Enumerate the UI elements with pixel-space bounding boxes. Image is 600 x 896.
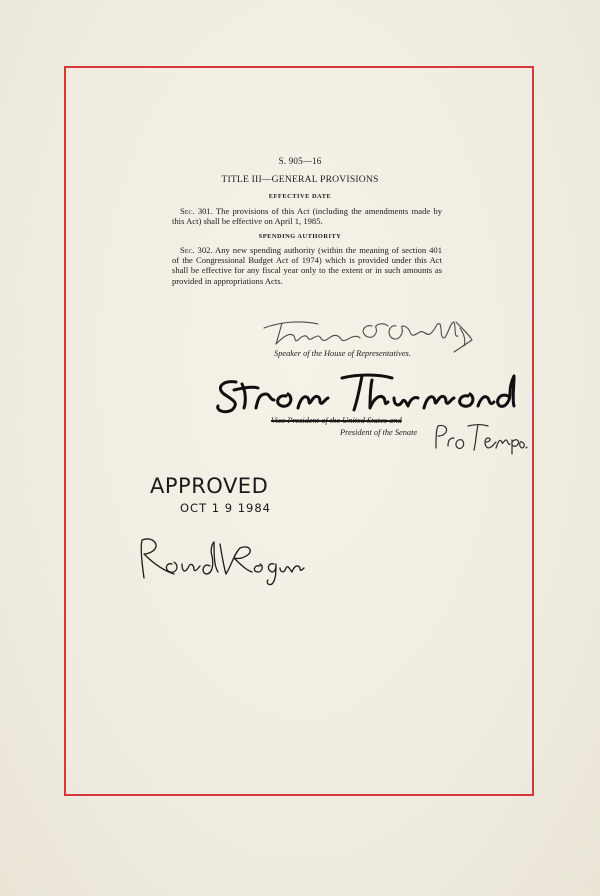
- section-heading-effective-date: EFFECTIVE DATE: [268, 193, 332, 200]
- approved-stamp: APPROVED: [150, 474, 269, 498]
- sec-label: Sec.: [180, 245, 195, 255]
- senate-signature: [212, 370, 522, 418]
- title-heading: TITLE III—GENERAL PROVISIONS: [221, 174, 379, 185]
- section-301-body: 301. The provisions of this Act (including the amendments made by this Act) shall be effective on April 1, 1985.: [172, 206, 442, 227]
- speaker-title: Speaker of the House of Representatives.: [274, 349, 411, 358]
- section-heading-spending-authority: SPENDING AUTHORITY: [258, 233, 342, 240]
- section-302-body: 302. Any new spending authority (within the meaning of section 401 of the Congressional Budget Act of 1974) which is provided under this Act shall be effective for any fiscal year only to the extent or in such amounts as provided in appropriations Acts.: [172, 245, 442, 286]
- approval-date: OCT 1 9 1984: [180, 501, 271, 515]
- president-of-senate-title: President of the Senate: [340, 428, 418, 437]
- speaker-signature: [260, 314, 480, 354]
- president-signature: [134, 534, 304, 588]
- section-301-text: [172, 206, 442, 226]
- pro-tempore-handwriting: [430, 420, 530, 454]
- struck-vice-president-title: Vice President of the United States and: [271, 416, 402, 425]
- section-302-text: [172, 245, 442, 286]
- sec-label: Sec.: [180, 206, 195, 216]
- bill-number: S. 905—16: [278, 156, 322, 166]
